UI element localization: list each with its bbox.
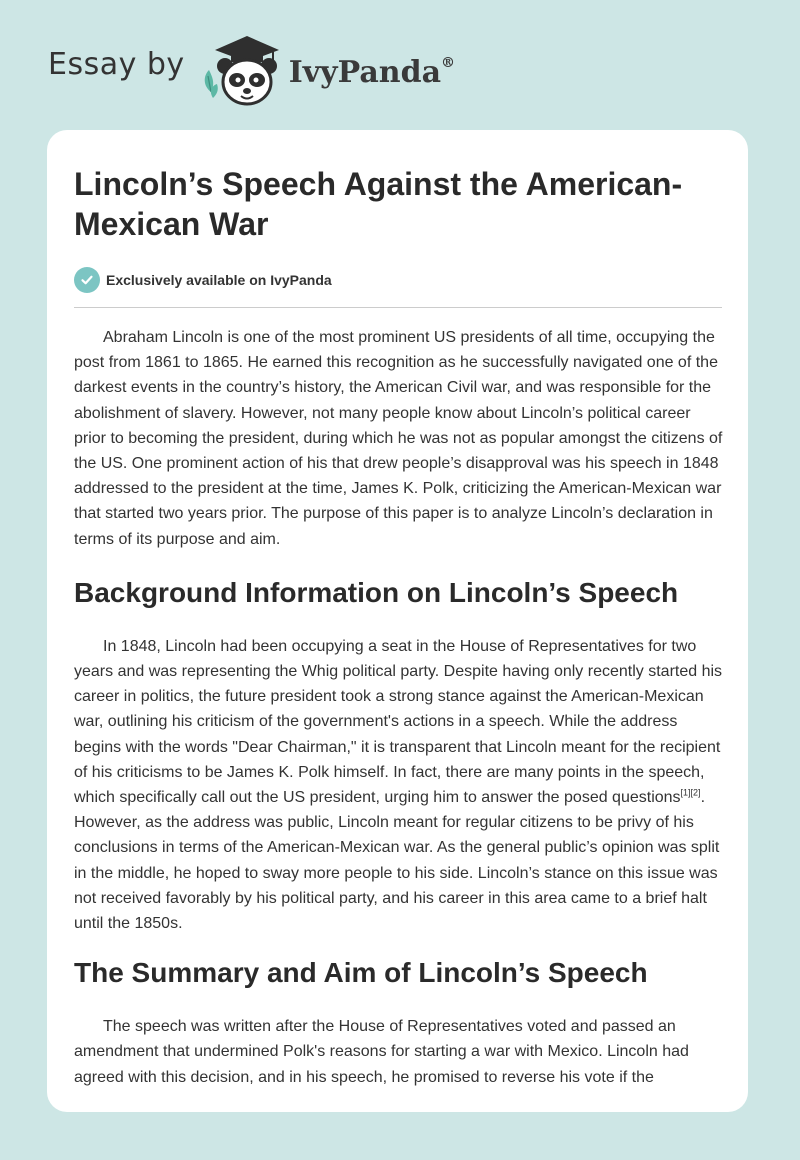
exclusive-label: Exclusively available on IvyPanda <box>106 272 332 288</box>
citation-ref-link[interactable]: [1][2] <box>680 787 701 798</box>
article-title: Lincoln’s Speech Against the American-Mexican War <box>74 166 683 242</box>
intro-paragraph: Abraham Lincoln is one of the most prominent US presidents of all time, occupying the post from 1861 to 1865. He earned this recognition as he successfully navigated one of the darkest events in the country’s history, the American Civil war, and was responsible for the abolishment of slavery. However, not many people know about Lincoln’s political career prior to becoming the president, during which he was not as popular amongst the citizens of the US. One prominent action of his that drew people’s disapproval was his speech in 1848 addressed to the president at the time, James K. Polk, criticizing the American-Mexican war that started two years prior. The purpose of this paper is to analyze Lincoln’s declaration in terms of its purpose and aim. <box>74 329 723 548</box>
site-header <box>48 30 455 110</box>
background-paragraph: In 1848, Lincoln had been occupying a seat in the House of Representatives for two years and was representing the Whig political party. Despite having only recently started his career in politics, the future president took a strong stance against the American-Mexican war, outlining his criticism of the government's actions in a speech. While the address begins with the words "Dear Chairman," it is transparent that Lincoln meant for the recipient of his criticisms to be James K. Polk himself. In fact, there are many points in the speech, which specifically call out the US president, urging him to answer the posed questions[1][2]. However, as the address was public, Lincoln meant for regular citizens to be privy of his conclusions in terms of the American-Mexican war. As the general public’s opinion was split in the middle, he hoped to sway more people to his side. Lincoln’s stance on this issue was not received favorably by his political party, and his career in this area came to a brief halt until the 1850s. <box>74 637 723 933</box>
exclusive-badge <box>74 267 724 293</box>
summary-paragraph: The speech was written after the House of Representatives voted and passed an amendment that undermined Polk's reasons for starting a war with Mexico. Lincoln had agreed with this decision, and in his speech, he promised to reverse his vote if the <box>74 1018 689 1086</box>
section-heading-background: Background Information on Lincoln’s Speech <box>74 576 679 608</box>
check-circle-icon <box>74 267 100 293</box>
panda-logo-icon[interactable] <box>197 30 285 110</box>
divider <box>74 307 722 308</box>
article-content <box>74 164 724 1090</box>
article-card <box>47 130 748 1112</box>
brand-name[interactable]: IvyPanda® <box>288 54 456 90</box>
essay-by-label: Essay by <box>48 46 185 82</box>
section-heading-summary: The Summary and Aim of Lincoln’s Speech <box>74 957 648 989</box>
